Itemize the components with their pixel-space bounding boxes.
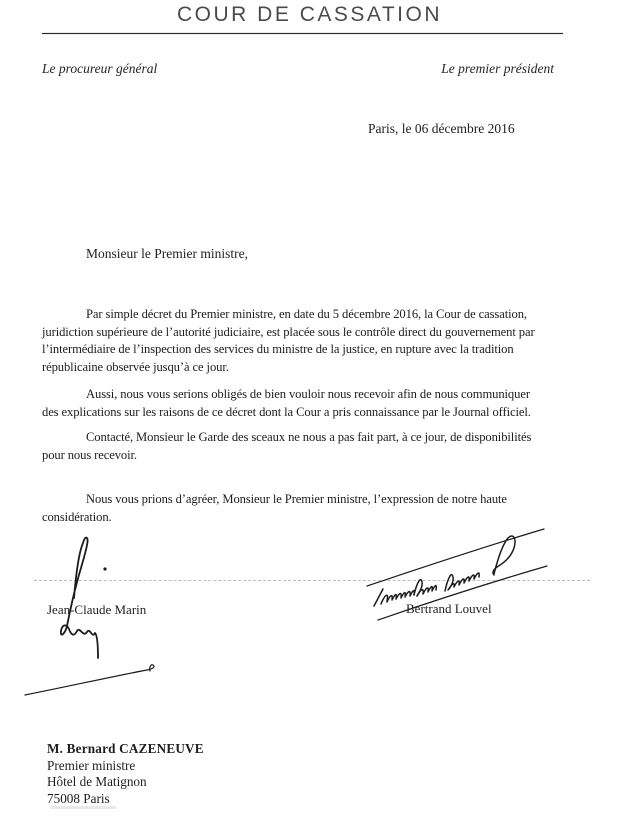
paragraph-line: Par simple décret du Premier ministre, en date du 5 décembre 2016, la Cour de cassation, bbox=[86, 307, 527, 321]
signatory-name-left: Jean-Claude Marin bbox=[47, 602, 147, 617]
recipient-address-block bbox=[47, 741, 204, 807]
paragraph-line: pour nous recevoir. bbox=[42, 447, 137, 462]
letterhead-roles bbox=[42, 61, 554, 77]
paragraph-1 bbox=[42, 306, 590, 376]
paragraph-line: juridiction supérieure de l’autorité judiciaire, est placée sous le contrôle direct du gouvernement par bbox=[42, 324, 535, 339]
role-procureur-general: Le procureur général bbox=[42, 61, 158, 76]
paragraph-line: Aussi, nous vous serions obligés de bien vouloir nous recevoir afin de nous communiquer bbox=[86, 387, 530, 401]
paragraph-line: Nous vous prions d’agréer, Monsieur le Premier ministre, l’expression de notre haute bbox=[86, 492, 507, 506]
dateline: Paris, le 06 décembre 2016 bbox=[368, 121, 515, 136]
paragraph-4 bbox=[42, 491, 590, 526]
salutation: Monsieur le Premier ministre, bbox=[86, 246, 248, 261]
role-premier-president: Le premier président bbox=[441, 61, 554, 76]
signatory-name-right: Bertrand Louvel bbox=[406, 601, 492, 616]
recipient-address: Hôtel de Matignon bbox=[47, 774, 147, 789]
letterhead-divider bbox=[42, 33, 563, 34]
paragraph-3 bbox=[42, 429, 590, 464]
paragraph-line: l’intermédiaire de l’inspection des services du ministre de la justice, en rupture avec la tradition bbox=[42, 342, 514, 356]
recipient-name: M. Bernard CAZENEUVE bbox=[47, 741, 204, 756]
paragraph-line: considération. bbox=[42, 509, 112, 524]
paragraph-line: Contacté, Monsieur le Garde des sceaux ne nous a pas fait part, à ce jour, de disponibilités bbox=[86, 430, 532, 444]
paragraph-2 bbox=[42, 386, 590, 421]
recipient-title: Premier ministre bbox=[47, 757, 136, 773]
recipient-city: 75008 Paris bbox=[47, 790, 110, 806]
scan-fold-line bbox=[34, 580, 590, 581]
scan-smudge bbox=[50, 806, 116, 809]
letterhead-title: COUR DE CASSATION bbox=[177, 2, 442, 27]
paragraph-line: républicaine observée jusqu’à ce jour. bbox=[42, 359, 229, 374]
paragraph-line: des explications sur les raisons de ce décret dont la Cour a pris connaissance par le Journal officiel. bbox=[42, 404, 531, 419]
